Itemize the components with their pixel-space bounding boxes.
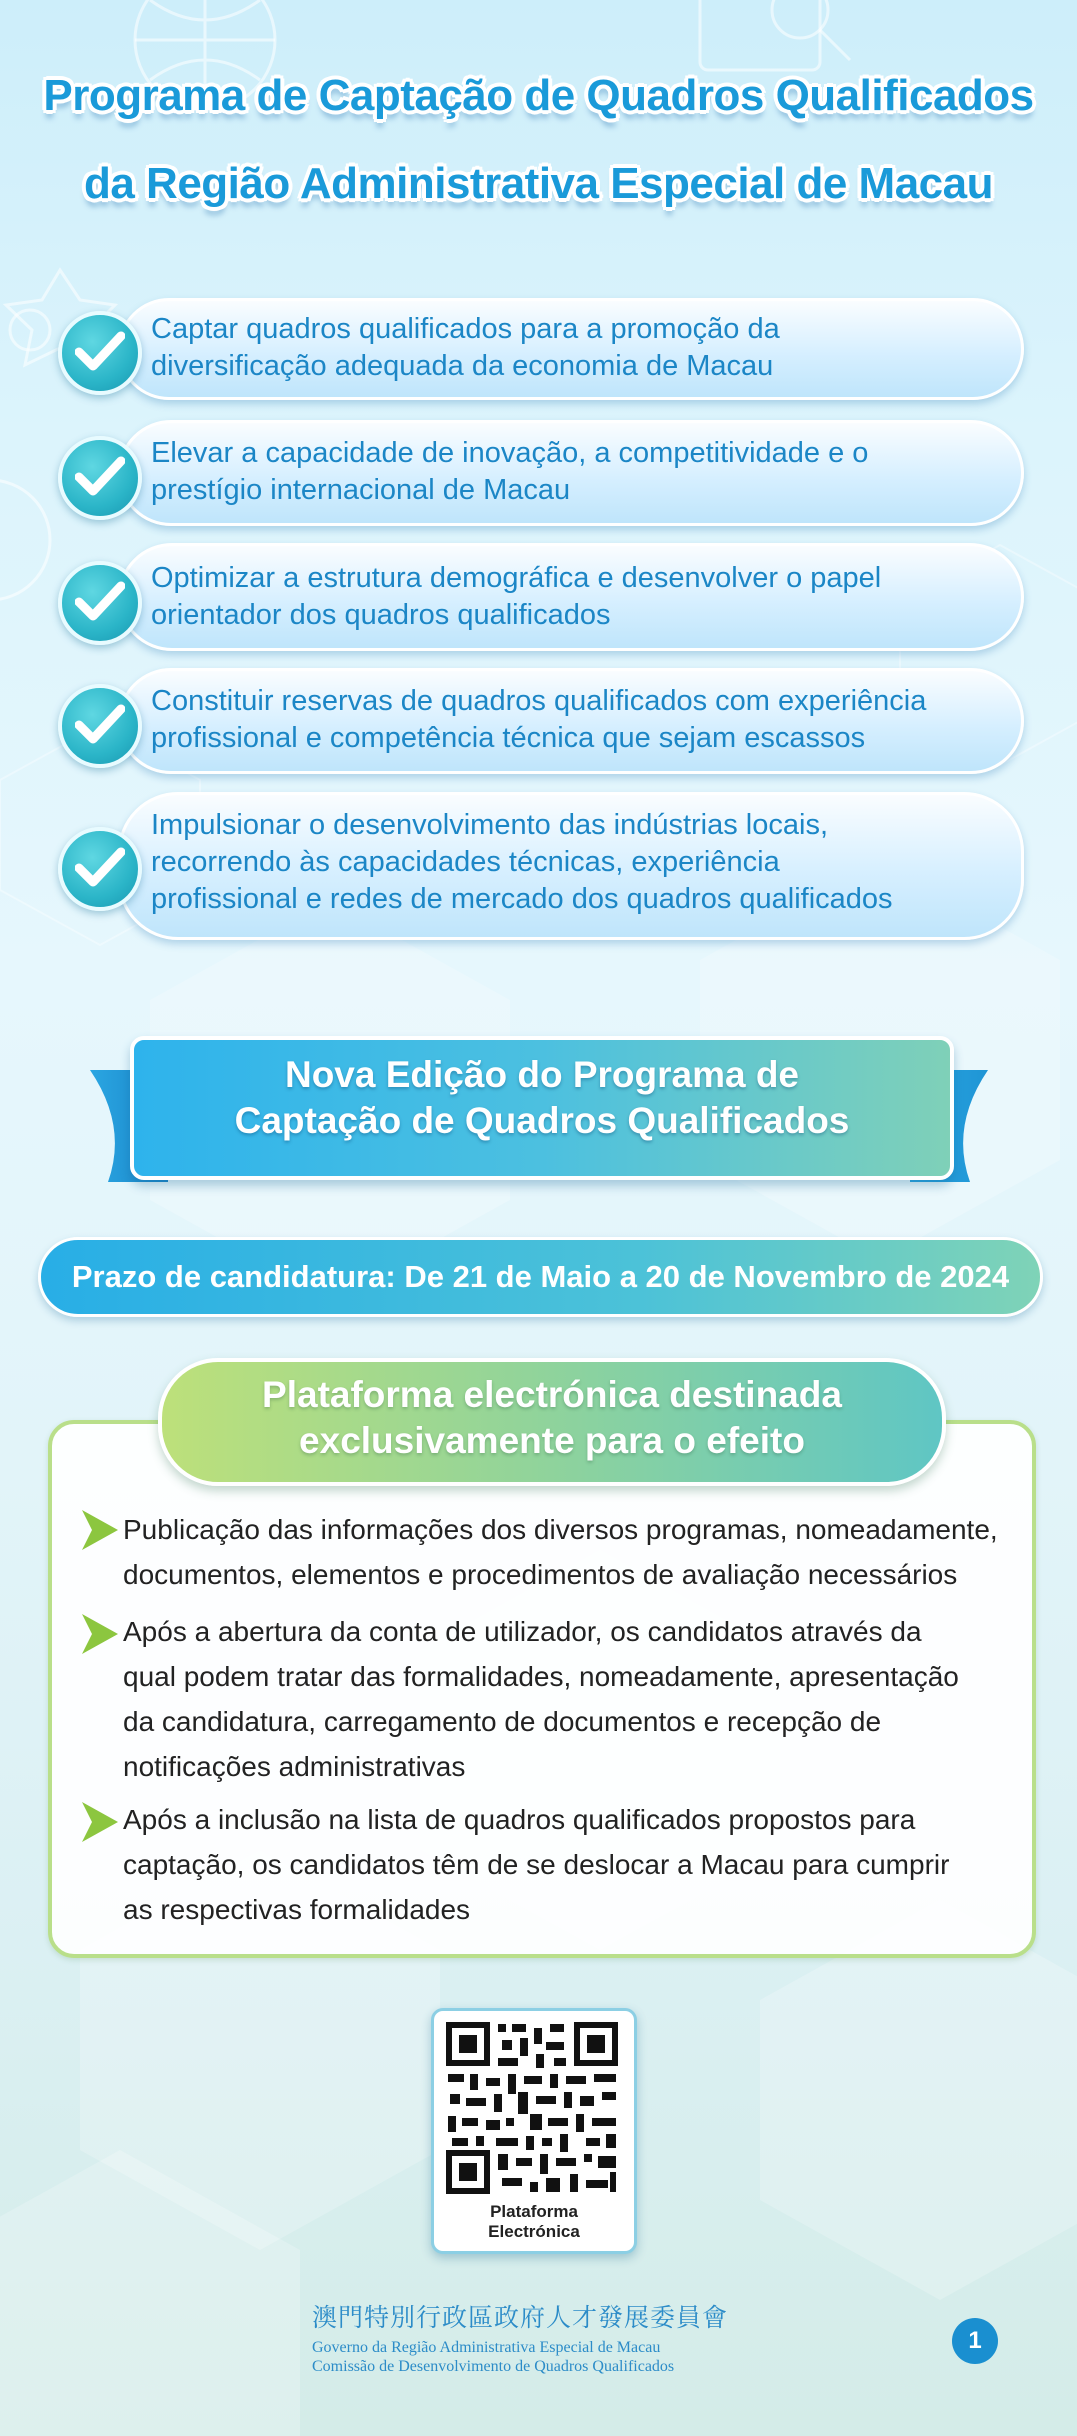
objective-text-line: diversificação adequada da economia de Macau xyxy=(151,350,774,382)
platform-item-line: qual podem tratar das formalidades, nomeadamente, apresentação xyxy=(123,1661,959,1692)
deadline-text: Prazo de candidatura: De 21 de Maio a 20 de Novembro de 2024 xyxy=(71,1259,1010,1294)
banner-title-line-2: Captação de Quadros Qualificados xyxy=(234,1100,850,1141)
platform-item-line: documentos, elementos e procedimentos de avaliação necessários xyxy=(123,1559,958,1590)
platform-item-line: captação, os candidatos têm de se deslocar a Macau para cumprir xyxy=(123,1849,950,1880)
main-title-line-1: Programa de Captação de Quadros Qualificados xyxy=(43,71,1034,120)
platform-heading-line-1: Plataforma electrónica destinada xyxy=(262,1374,842,1415)
objective-text-line: Impulsionar o desenvolvimento das indústrias locais, xyxy=(151,809,829,841)
platform-item-line: da candidatura, carregamento de documentos e recepção de xyxy=(123,1706,882,1737)
main-title-line-2: da Região Administrativa Especial de Macau xyxy=(83,159,993,208)
platform-item-line: Após a inclusão na lista de quadros qualificados propostos para xyxy=(123,1804,916,1835)
page-number-badge: 1 xyxy=(952,2318,998,2364)
check-icon xyxy=(58,436,142,520)
objective-text-line: orientador dos quadros qualificados xyxy=(151,599,611,631)
qr-code-icon[interactable] xyxy=(446,2022,618,2194)
organization-name-line-1: Governo da Região Administrativa Especial de Macau xyxy=(312,2339,661,2356)
organization-name-chinese: 澳門特別行政區政府人才發展委員會 xyxy=(312,2303,729,2332)
bullet-arrow-icon xyxy=(80,1612,120,1656)
check-icon xyxy=(58,561,142,645)
platform-item-line: as respectivas formalidades xyxy=(123,1894,471,1925)
platform-item-line: Publicação das informações dos diversos programas, nomeadamente, xyxy=(123,1514,998,1545)
objective-item xyxy=(118,298,1024,400)
check-icon xyxy=(58,827,142,911)
bullet-arrow-icon xyxy=(80,1800,120,1844)
objective-text-line: Elevar a capacidade de inovação, a competitividade e o xyxy=(151,437,869,469)
check-icon xyxy=(58,311,142,395)
organization-name-line-2: Comissão de Desenvolvimento de Quadros Qualificados xyxy=(312,2358,675,2375)
qr-label-line-2: Electrónica xyxy=(488,2222,580,2241)
objective-text-line: Constituir reservas de quadros qualificados com experiência xyxy=(151,685,927,717)
organization-name-portuguese xyxy=(312,2338,674,2376)
platform-item-text xyxy=(123,1507,1011,1597)
objective-item xyxy=(118,420,1024,526)
platform-item-text xyxy=(123,1797,1011,1932)
objective-item xyxy=(118,543,1024,651)
objective-item xyxy=(118,792,1024,940)
platform-heading-line-2: exclusivamente para o efeito xyxy=(299,1420,805,1461)
objective-text-line: recorrendo às capacidades técnicas, experiência xyxy=(151,846,780,878)
banner-title xyxy=(130,1052,954,1144)
qr-label xyxy=(431,2202,637,2242)
objective-item xyxy=(118,668,1024,774)
objective-text-line: Optimizar a estrutura demográfica e desenvolver o papel xyxy=(151,562,882,594)
platform-item-line: Após a abertura da conta de utilizador, os candidatos através da xyxy=(123,1616,922,1647)
objective-text-line: Captar quadros qualificados para a promoção da xyxy=(151,313,780,345)
platform-heading xyxy=(158,1372,946,1464)
objective-text-line: prestígio internacional de Macau xyxy=(151,474,571,506)
qr-label-line-1: Plataforma xyxy=(490,2202,578,2221)
platform-item-line: notificações administrativas xyxy=(123,1751,466,1782)
objective-text-line: profissional e redes de mercado dos quadros qualificados xyxy=(151,883,893,915)
banner-title-line-1: Nova Edição do Programa de xyxy=(284,1054,800,1095)
objective-text-line: profissional e competência técnica que sejam escassos xyxy=(151,722,866,754)
platform-item-text xyxy=(123,1609,1011,1789)
check-icon xyxy=(58,684,142,768)
bullet-arrow-icon xyxy=(80,1508,120,1552)
